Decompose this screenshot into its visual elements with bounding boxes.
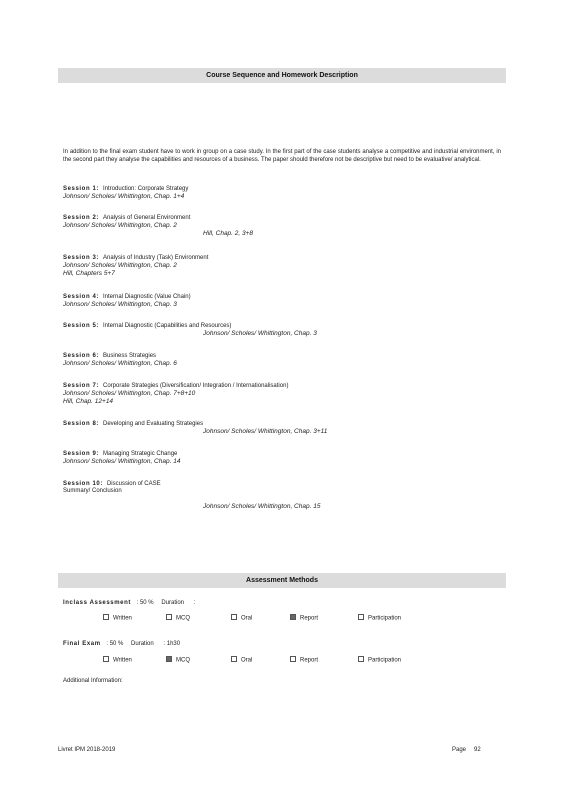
session-label: Session 2:: [63, 215, 100, 221]
session-label: Session 4:: [63, 294, 100, 300]
option-label: Report: [300, 615, 319, 622]
session-label: Session 10:: [63, 481, 103, 487]
session-title: Internal Diagnostic (Value Chain): [103, 294, 191, 300]
checkbox-icon[interactable]: [231, 656, 237, 662]
session-title: Discussion of CASE: [106, 481, 161, 487]
inclass-duration-label: Duration: [161, 600, 184, 606]
checkbox-icon[interactable]: [358, 614, 364, 620]
final-option-mcq[interactable]: [166, 657, 190, 664]
checkbox-icon[interactable]: [290, 656, 296, 662]
session-7: [63, 383, 503, 406]
inclass-duration-value: :: [193, 600, 196, 606]
inclass-percent: : 50 %: [136, 600, 154, 606]
session-5: [63, 323, 503, 338]
option-label: Oral: [241, 615, 253, 622]
session-6: [63, 353, 503, 368]
session-label: Session 8:: [63, 421, 100, 427]
session-subtitle: Summary/ Conclusion: [63, 488, 122, 494]
checkbox-icon[interactable]: [231, 614, 237, 620]
inclass-label: Inclass Assessment: [63, 600, 131, 606]
session-label: Session 6:: [63, 353, 100, 359]
session-reference-indented: Hill, Chap. 2, 3+8: [203, 230, 254, 237]
option-label: Report: [300, 657, 319, 664]
inclass-options-row: [63, 615, 503, 623]
session-reference: Johnson/ Scholes/ Whittington, Chap. 7+8+10: [63, 390, 196, 397]
final-option-participation[interactable]: [358, 657, 401, 664]
session-label: Session 3:: [63, 255, 100, 261]
session-heading: [63, 421, 503, 428]
session-4: [63, 294, 503, 309]
checked-checkbox-icon[interactable]: [290, 614, 296, 620]
session-title: Business Strategies: [103, 353, 157, 359]
option-label: Written: [113, 657, 132, 664]
session-title: Developing and Evaluating Strategies: [103, 421, 204, 427]
session-title: Analysis of Industry (Task) Environment: [103, 255, 209, 261]
spacer: [63, 495, 503, 503]
inclass-option-written[interactable]: [103, 615, 132, 622]
session-heading: [63, 353, 503, 360]
session-2: [63, 215, 503, 238]
session-reference: Johnson/ Scholes/ Whittington, Chap. 2: [63, 262, 177, 269]
session-10: [63, 481, 503, 511]
option-label: Written: [113, 615, 132, 622]
final-percent: : 50 %: [106, 641, 124, 647]
session-title: Introduction: Corporate Strategy: [103, 186, 189, 192]
session-heading: [63, 186, 503, 193]
checked-checkbox-icon[interactable]: [166, 656, 172, 662]
footer-page-number: 92: [474, 747, 481, 753]
session-heading: [63, 383, 503, 390]
final-exam-line: [63, 641, 503, 647]
session-heading: [63, 255, 503, 262]
session-label: Session 9:: [63, 451, 100, 457]
session-reference: Johnson/ Scholes/ Whittington, Chap. 1+4: [63, 193, 185, 200]
option-label: MCQ: [176, 657, 190, 664]
session-heading: [63, 451, 503, 458]
session-heading: [63, 294, 503, 301]
final-label: Final Exam: [63, 641, 101, 647]
inclass-option-report[interactable]: [290, 615, 318, 622]
session-reference-indented: Johnson/ Scholes/ Whittington, Chap. 15: [203, 503, 321, 510]
checkbox-icon[interactable]: [103, 614, 109, 620]
final-duration-value: : 1h30: [163, 641, 181, 647]
session-1: [63, 186, 503, 201]
final-options-row: [63, 657, 503, 665]
footer-page-label: Page: [452, 747, 467, 753]
final-option-report[interactable]: [290, 657, 318, 664]
checkbox-icon[interactable]: [358, 656, 364, 662]
additional-information: Additional Information:: [63, 678, 123, 684]
course-sequence-header: Course Sequence and Homework Description: [58, 68, 506, 83]
option-label: MCQ: [176, 615, 190, 622]
final-duration-label: Duration: [131, 641, 154, 647]
session-heading: [63, 481, 503, 488]
session-title: Internal Diagnostic (Capabilities and Resources): [103, 323, 232, 329]
session-title: Corporate Strategies (Diversification/ Integration / Internationalisation): [103, 383, 289, 389]
session-9: [63, 451, 503, 466]
final-option-written[interactable]: [103, 657, 132, 664]
session-reference: Johnson/ Scholes/ Whittington, Chap. 3: [63, 301, 177, 308]
session-title: Analysis of General Environment: [103, 215, 191, 221]
session-reference: Johnson/ Scholes/ Whittington, Chap. 6: [63, 360, 177, 367]
session-reference: Johnson/ Scholes/ Whittington, Chap. 2: [63, 222, 177, 229]
inclass-option-mcq[interactable]: [166, 615, 190, 622]
inclass-option-oral[interactable]: [231, 615, 252, 622]
footer-booklet: Livret IPM 2018-2019: [58, 747, 116, 753]
final-option-oral[interactable]: [231, 657, 252, 664]
session-label: Session 1:: [63, 186, 100, 192]
inclass-option-participation[interactable]: [358, 615, 401, 622]
session-8: [63, 421, 503, 436]
checkbox-icon[interactable]: [103, 656, 109, 662]
assessment-methods-header: Assessment Methods: [58, 573, 506, 588]
session-heading: [63, 323, 503, 330]
intro-paragraph: In addition to the final exam student have to work in group on a case study. In the first part of the case students analyse a competitive and industrial environment, in the second part they analyse the capabilities and resources of a business. The paper should therefore not be descriptive but need to be evaluative/ analytical.: [63, 149, 501, 164]
session-heading: [63, 215, 503, 222]
option-label: Participation: [368, 615, 402, 622]
option-label: Participation: [368, 657, 402, 664]
session-reference-indented: Johnson/ Scholes/ Whittington, Chap. 3+11: [203, 428, 328, 435]
session-reference-indented: Johnson/ Scholes/ Whittington, Chap. 3: [203, 330, 317, 337]
checkbox-icon[interactable]: [166, 614, 172, 620]
inclass-assessment-line: [63, 600, 503, 606]
session-reference: Hill, Chap. 12+14: [63, 398, 114, 405]
option-label: Oral: [241, 657, 253, 664]
session-label: Session 5:: [63, 323, 100, 329]
session-reference: Hill, Chapters 5+7: [63, 270, 115, 277]
session-label: Session 7:: [63, 383, 100, 389]
session-title: Managing Strategic Change: [103, 451, 178, 457]
session-reference: Johnson/ Scholes/ Whittington, Chap. 14: [63, 458, 181, 465]
session-3: [63, 255, 503, 278]
